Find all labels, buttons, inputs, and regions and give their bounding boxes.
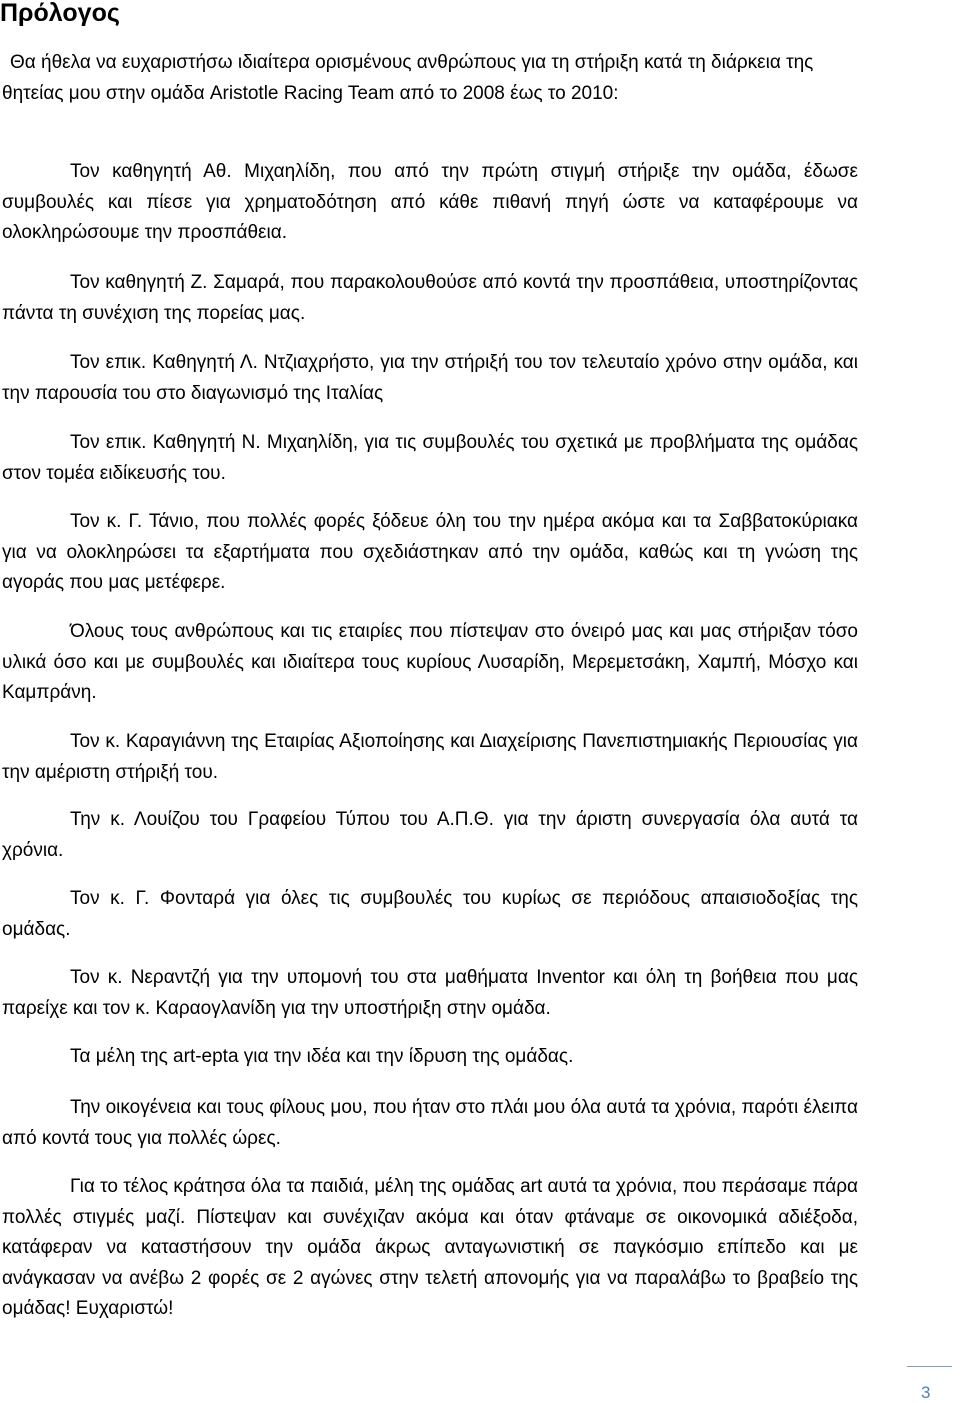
paragraph-louizou: Την κ. Λουίζου του Γραφείου Τύπου του Α.Π.Θ. για την άριστη συνεργασία όλα αυτά τα χρόνια. bbox=[2, 809, 858, 861]
paragraph-ntziachristos: Τον επικ. Καθηγητή Λ. Ντζιαχρήστο, για την στήριξή του τον τελευταίο χρόνο στην ομάδα, και την παρουσία του στο διαγωνισμό της Ιταλίας bbox=[2, 352, 858, 404]
paragraph-fontaras: Τον κ. Γ. Φονταρά για όλες τις συμβουλές του κυρίως σε περιόδους απαισιοδοξίας της ομάδας. bbox=[2, 888, 858, 940]
paragraph-family: Την οικογένεια και τους φίλους μου, που ήταν στο πλάι μου όλα αυτά τα χρόνια, παρότι έλειπα από κοντά τους για πολλές ώρες. bbox=[2, 1097, 858, 1149]
paragraph-art-epta: Τα μέλη της art-epta για την ιδέα και την ίδρυση της ομάδας. bbox=[70, 1046, 574, 1067]
footer-rule bbox=[907, 1366, 952, 1367]
paragraph-karagiannis: Τον κ. Καραγιάννη της Εταιρίας Αξιοποίησης και Διαχείρισης Πανεπιστημιακής Περιουσίας για την αμέριστη στήριξή του. bbox=[2, 731, 858, 783]
paragraph-mihailidis-ath: Τον καθηγητή Αθ. Μιχαηλίδη, που από την πρώτη στιγμή στήριξε την ομάδα, έδωσε συμβουλές και πίεσε για χρηματοδότηση από κάθε πιθανή πηγή ώστε να καταφέρουμε να ολοκληρώσουμε την προσπάθεια. bbox=[2, 161, 858, 243]
paragraph-mihailidis-n: Τον επικ. Καθηγητή Ν. Μιχαηλίδη, για τις συμβουλές του σχετικά με προβλήματα της ομάδας στον τομέα ειδίκευσής του. bbox=[2, 432, 858, 484]
paragraph-nerantzis: Τον κ. Νεραντζή για την υπομονή του στα μαθήματα Inventor και όλη τη βοήθεια που μας παρείχε και τον κ. Καραογλανίδη για την υποστήριξη στην ομάδα. bbox=[2, 967, 858, 1019]
paragraph-tanios: Τον κ. Γ. Τάνιο, που πολλές φορές ξόδευε όλη του την ημέρα ακόμα και τα Σαββατοκύριακα για να ολοκληρώσει τα εξαρτήματα που σχεδιάστηκαν από την ομάδα, καθώς και τη γνώση της αγοράς που μας μετέφερε. bbox=[2, 511, 858, 593]
paragraph-samaras: Τον καθηγητή Ζ. Σαμαρά, που παρακολουθούσε από κοντά την προσπάθεια, υποστηρίζοντας πάντα τη συνέχιση της πορείας μας. bbox=[2, 272, 858, 324]
intro-paragraph: Θα ήθελα να ευχαριστήσω ιδιαίτερα ορισμένους ανθρώπους για τη στήριξη κατά τη διάρκεια της θητείας μου στην ομάδα Aristotle Racing Team από το 2008 έως το 2010: bbox=[2, 52, 814, 104]
page-title: Πρόλογος bbox=[0, 0, 120, 27]
page-number: 3 bbox=[921, 1383, 931, 1402]
paragraph-team-members: Για το τέλος κράτησα όλα τα παιδιά, μέλη της ομάδας art αυτά τα χρόνια, που περάσαμε πάρα πολλές στιγμές μαζί. Πίστεψαν και συνέχιζαν ακόμα και όταν φτάναμε σε οικονομικά αδιέξοδα, κατάφεραν να καταστήσουν την ομάδα άκρως ανταγωνιστική σε παγκόσμιο επίπεδο και με ανάγκασαν να ανέβω 2 φορές σε 2 αγώνες στην τελετή απονομής για να παραλάβω το βραβείο της ομάδας! Ευχαριστώ! bbox=[2, 1176, 858, 1319]
paragraph-supporters: Όλους τους ανθρώπους και τις εταιρίες που πίστεψαν στο όνειρό μας και μας στήριξαν τόσο υλικά όσο και με συμβουλές και ιδιαίτερα τους κυρίους Λυσαρίδη, Μερεμετσάκη, Χαμπή, Μόσχο και Καμπράνη. bbox=[2, 621, 858, 703]
